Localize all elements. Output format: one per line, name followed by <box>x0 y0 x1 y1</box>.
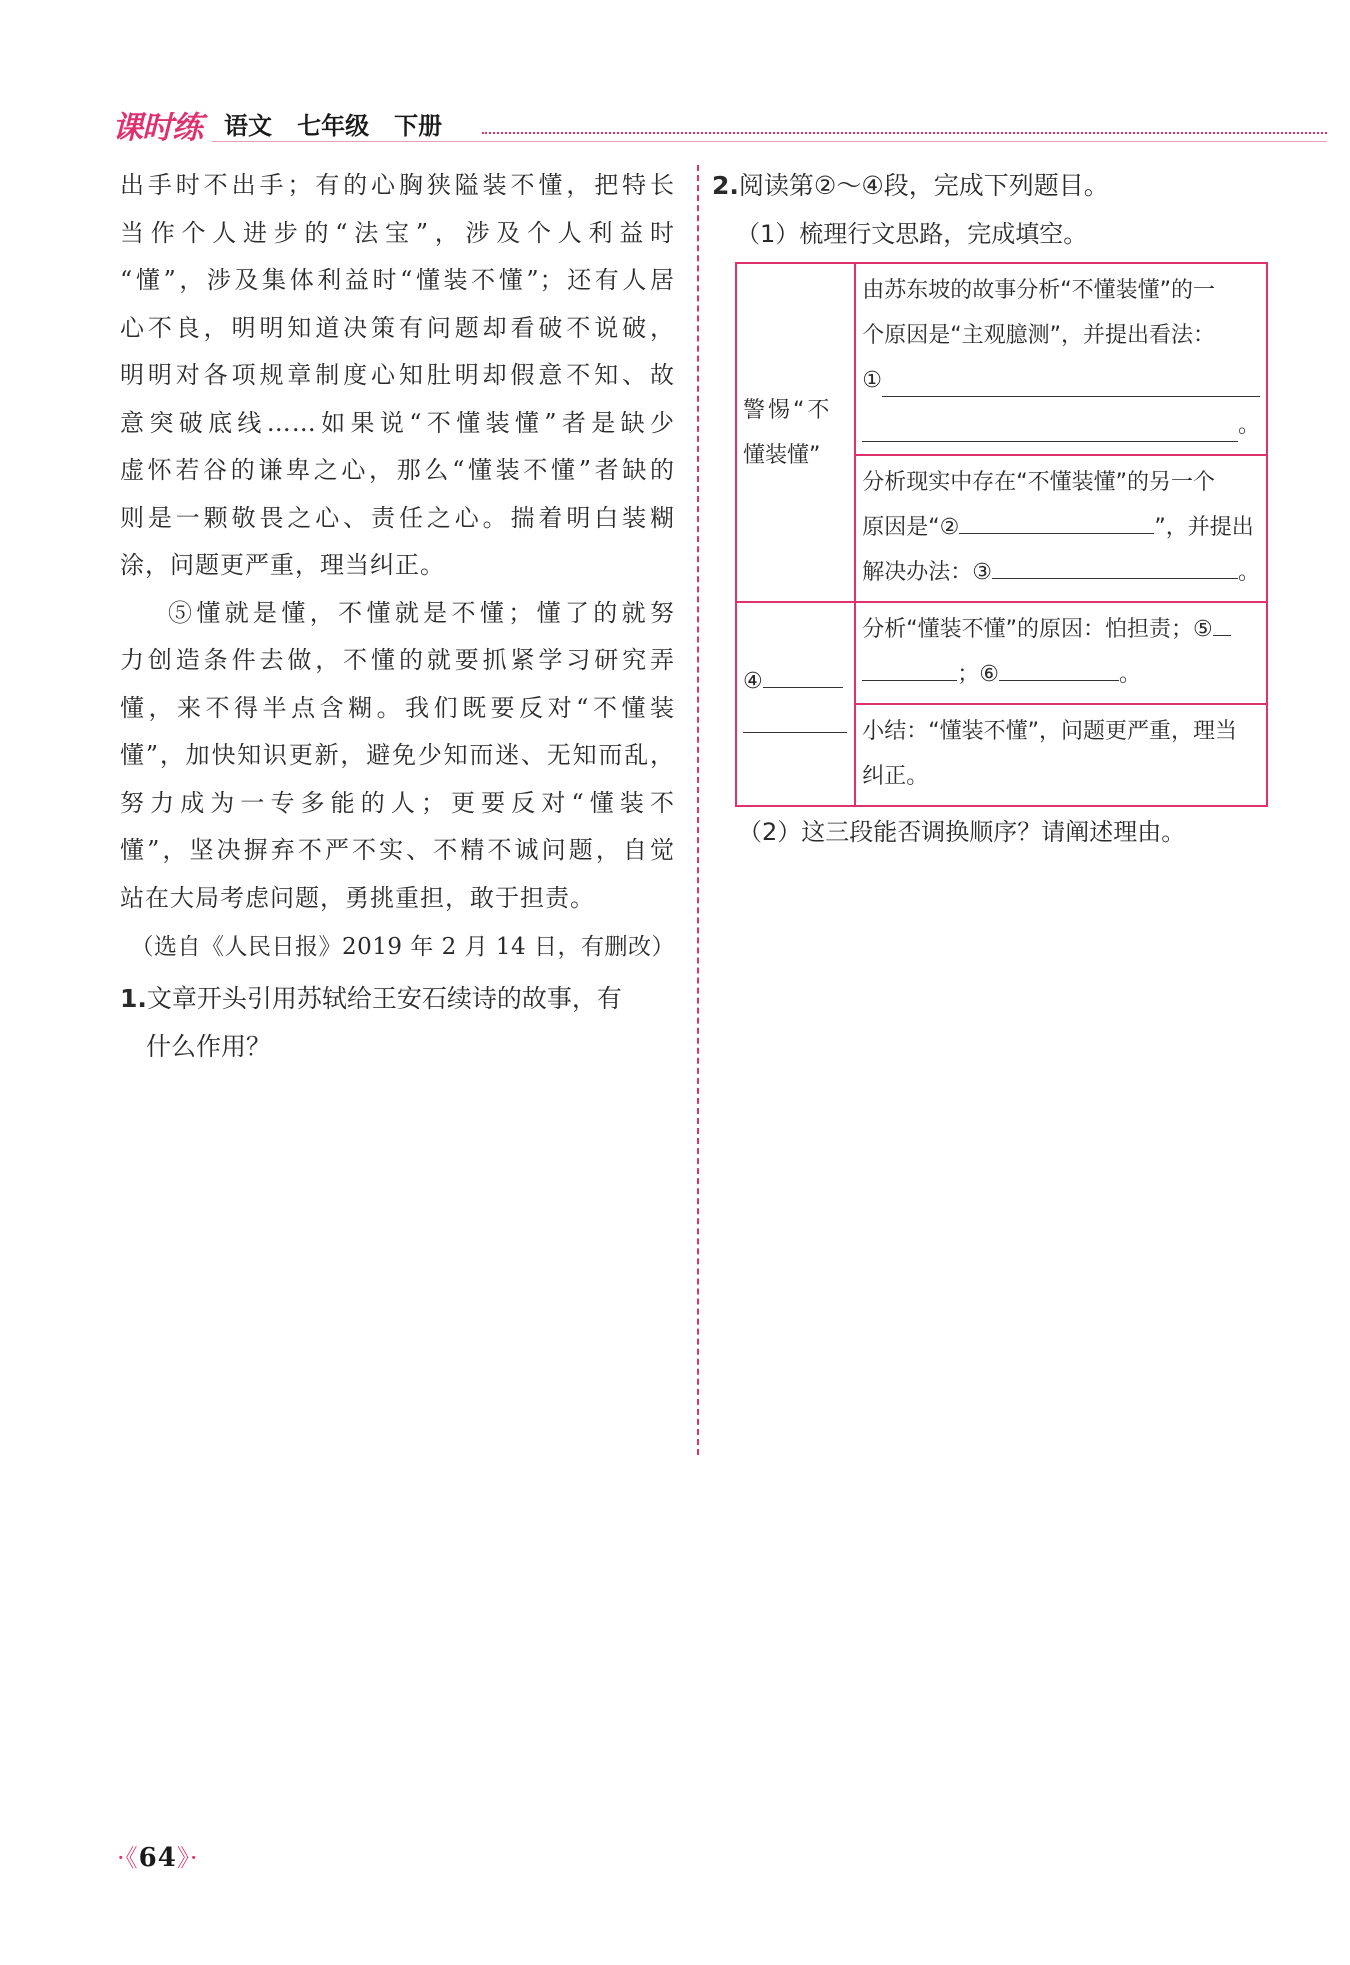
header-rule <box>212 141 1327 142</box>
blank-marker: ④ <box>743 669 763 694</box>
text-line: 虚怀若谷的谦卑之心，那么“懂装不懂”者缺的 <box>120 456 675 484</box>
answer-blank-3[interactable] <box>992 553 1238 579</box>
question-2-1: （1）梳理行文思路，完成填空。 <box>736 220 1088 248</box>
text-line: 心不良，明明知道决策有问题却看破不说破， <box>120 313 675 342</box>
cell-text: 小结：“懂装不懂”，问题更严重，理当 <box>862 719 1238 744</box>
column-divider <box>697 165 699 1455</box>
cell-text: 解决办法：③ <box>862 560 992 585</box>
cell-text: ；⑥ <box>957 662 999 687</box>
answer-blank-4-cont[interactable] <box>743 707 847 733</box>
question-1-text-cont: 什么作用？ <box>146 1032 272 1061</box>
page-header <box>112 102 1327 148</box>
text-line: 则是一颗敬畏之心、责任之心。揣着明白装糊 <box>120 503 675 532</box>
cell-text: ”，并提出 <box>1154 515 1254 540</box>
outline-cell-1 <box>855 263 1267 455</box>
text-line: 涂，问题更严重，理当纠正。 <box>120 551 445 579</box>
section-label-1 <box>736 263 855 602</box>
paragraph-5-line: 懂，来不得半点含糊。我们既要反对“不懂装 <box>120 693 675 722</box>
answer-blank-1-cont[interactable] <box>862 410 1238 442</box>
text-line: 当作个人进步的“法宝”，涉及个人利益时 <box>120 218 675 247</box>
text-line: “懂”，涉及集体利益时“懂装不懂”；还有人居 <box>120 266 675 294</box>
cell-text: 纠正。 <box>862 764 929 789</box>
text-line: 意突破底线……如果说“不懂装懂”者是缺少 <box>120 408 675 437</box>
paragraph-5-line: 努力成为一专多能的人；更要反对“懂装不 <box>120 788 675 817</box>
cell-text: 分析现实中存在“不懂装懂”的另一个 <box>862 470 1216 495</box>
paragraph-5-line: 力创造条件去做，不懂的就要抓紧学习研究弄 <box>120 646 675 674</box>
section-label-1-line: 警惕“不 <box>743 397 833 423</box>
outline-cell-3 <box>855 602 1267 704</box>
paragraph-5-line: 站在大局考虑问题，勇挑重担，敢于担责。 <box>120 883 595 912</box>
section-label-2 <box>736 602 855 806</box>
blank-marker: ① <box>862 368 882 393</box>
cell-text: 由苏东坡的故事分析“不懂装懂”的一 <box>862 278 1216 303</box>
page-number-ornament-right: 》· <box>176 1844 199 1872</box>
brand-logo: 课时练 <box>112 110 202 146</box>
page-number-ornament-left: ·《 <box>117 1844 139 1872</box>
cell-end-mark: 。 <box>1118 662 1141 687</box>
outline-table <box>735 262 1268 807</box>
outline-cell-2 <box>855 455 1267 602</box>
page-number <box>117 1838 198 1873</box>
page-number-value: 64 <box>138 1843 177 1873</box>
answer-blank-5-cont[interactable] <box>862 655 957 681</box>
question-2-2: （2）这三段能否调换顺序？请阐述理由。 <box>738 818 1186 846</box>
answer-blank-1[interactable] <box>882 365 1260 397</box>
paragraph-5-line: 懂”，坚决摒弃不严不实、不精不诚问题，自觉 <box>120 836 675 864</box>
question-2-number: 2. <box>712 171 739 200</box>
outline-cell-4 <box>855 704 1267 806</box>
header-title: 语文 七年级 下册 <box>224 112 443 140</box>
answer-blank-2[interactable] <box>959 508 1154 534</box>
article-source: （选自《人民日报》2019 年 2 月 14 日，有删改） <box>130 934 675 960</box>
answer-blank-6[interactable] <box>999 655 1119 681</box>
paragraph-5-line: ⑤懂就是懂，不懂就是不懂；懂了的就努 <box>168 598 675 627</box>
question-1-text: 文章开头引用苏轼给王安石续诗的故事，有 <box>146 984 622 1013</box>
question-1-number: 1. <box>120 984 147 1013</box>
question-2-text: 阅读第②～④段，完成下列题目。 <box>738 171 1109 200</box>
cell-text: 分析“懂装不懂”的原因：怕担责；⑤ <box>862 617 1213 642</box>
left-column <box>120 162 675 1071</box>
cell-text: 个原因是“主观臆测”，并提出看法： <box>862 323 1216 348</box>
answer-blank-4[interactable] <box>763 662 843 688</box>
paragraph-5-line: 懂”，加快知识更新，避免少知而迷、无知而乱， <box>120 741 675 769</box>
header-dotted-rule <box>482 132 1327 134</box>
cell-end-mark: 。 <box>1237 560 1260 585</box>
question-1 <box>120 975 675 1071</box>
cell-text: 原因是“② <box>862 515 960 540</box>
question-2 <box>712 162 1272 210</box>
cell-end-mark: 。 <box>1237 413 1260 438</box>
right-column <box>712 162 1272 258</box>
text-line: 出手时不出手；有的心胸狭隘装不懂，把特长 <box>120 171 675 199</box>
section-label-1-line: 懂装懂” <box>743 442 821 468</box>
answer-blank-5[interactable] <box>1213 610 1231 636</box>
text-line: 明明对各项规章制度心知肚明却假意不知、故 <box>120 361 675 389</box>
